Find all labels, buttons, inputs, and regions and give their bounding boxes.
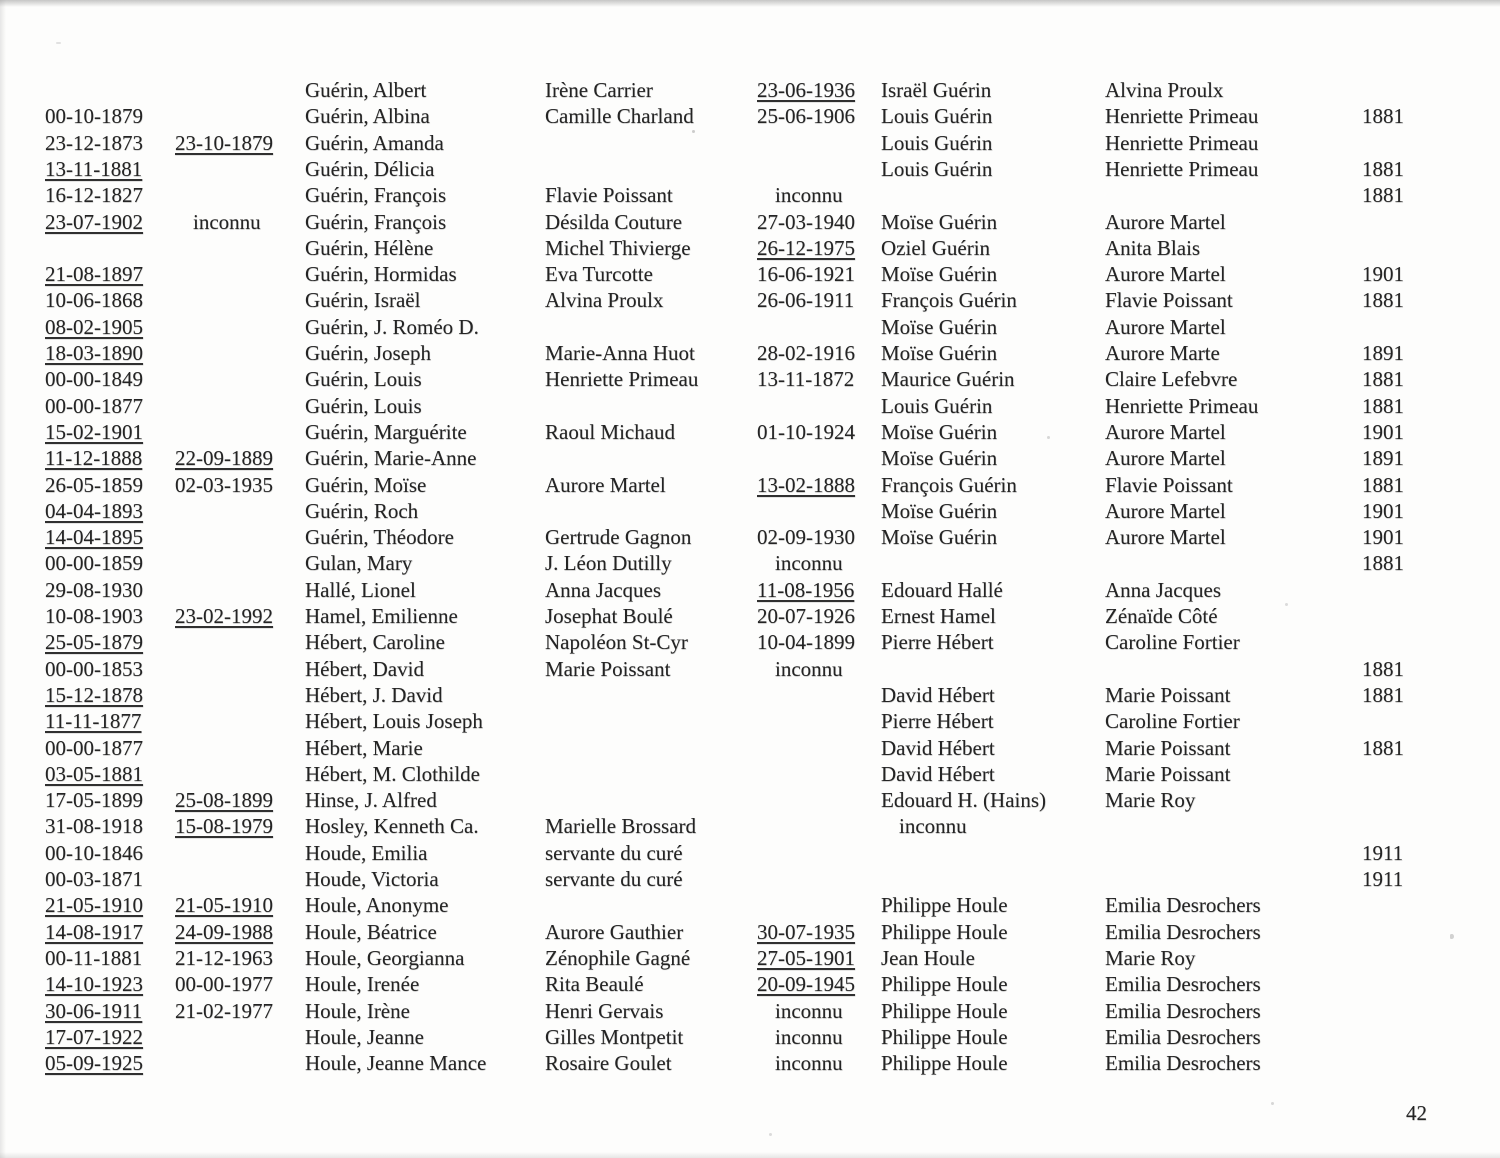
table-row (0, 498, 1500, 525)
father-cell: Moïse Guérin (881, 498, 998, 523)
table-row (0, 550, 1500, 577)
death-date-cell: 15-08-1979 (175, 814, 273, 839)
spouse-cell: Aurore Martel (545, 472, 666, 497)
birth-date-cell: 15-12-1878 (45, 682, 143, 707)
birth-date-cell: 17-07-1922 (45, 1024, 143, 1049)
person-name-cell: Hallé, Lionel (305, 577, 416, 602)
mother-cell: Aurore Martel (1105, 209, 1226, 234)
spouse-cell: Marie-Anna Huot (545, 341, 695, 365)
spouse-cell: Zénophile Gagné (545, 945, 691, 970)
table-row (0, 419, 1500, 446)
birth-date-cell: 23-07-1902 (45, 209, 143, 234)
table-row (0, 735, 1500, 762)
table-row (0, 813, 1500, 840)
table-row (0, 366, 1500, 393)
mother-cell: Aurore Martel (1105, 525, 1226, 550)
mother-cell: Aurore Martel (1105, 419, 1226, 444)
census-year-cell: 1881 (1362, 104, 1404, 129)
death-date-cell: 02-03-1935 (175, 472, 273, 497)
birth-date-cell: 25-05-1879 (45, 630, 143, 655)
person-name-cell: Guérin, Louis (305, 367, 422, 392)
spouse-cell: servante du curé (545, 840, 683, 865)
birth-date-cell: 17-05-1899 (45, 788, 143, 813)
marriage-date-cell: 13-11-1872 (757, 367, 855, 392)
father-cell: Moïse Guérin (881, 341, 998, 365)
person-name-cell: Houle, Anonyme (305, 893, 449, 918)
father-cell: Moïse Guérin (881, 262, 998, 287)
father-cell: Philippe Houle (881, 972, 1008, 997)
death-date-cell: 24-09-1988 (175, 919, 273, 944)
father-cell: David Hébert (881, 735, 995, 760)
birth-date-cell: 04-04-1893 (45, 498, 143, 523)
census-year-cell: 1881 (1362, 183, 1404, 208)
scan-edge-bottom (0, 1152, 1500, 1158)
father-cell: Moïse Guérin (881, 446, 998, 471)
birth-date-cell: 03-05-1881 (45, 761, 143, 786)
birth-date-cell: 14-04-1895 (45, 525, 143, 550)
spouse-cell: Alvina Proulx (545, 288, 664, 313)
father-cell: Ernest Hamel (881, 604, 996, 628)
person-name-cell: Houle, Jeanne Mance (305, 1051, 487, 1076)
birth-date-cell: 10-08-1903 (45, 604, 143, 628)
table-row (0, 577, 1500, 604)
marriage-date-cell: inconnu (775, 183, 843, 208)
table-row (0, 629, 1500, 656)
census-year-cell: 1881 (1362, 682, 1404, 707)
table-row (0, 524, 1500, 551)
death-date-cell: inconnu (193, 209, 261, 234)
marriage-date-cell: 10-04-1899 (757, 630, 855, 655)
mother-cell: Emilia Desrochers (1105, 972, 1261, 997)
mother-cell: Henriette Primeau (1105, 393, 1259, 418)
marriage-date-cell: 26-06-1911 (757, 288, 855, 313)
mother-cell: Marie Roy (1105, 788, 1196, 813)
marriage-date-cell: 26-12-1975 (757, 235, 855, 260)
marriage-date-cell: inconnu (775, 1051, 843, 1076)
death-date-cell: 23-10-1879 (175, 130, 273, 155)
person-name-cell: Guérin, Israël (305, 288, 421, 313)
mother-cell: Marie Poissant (1105, 682, 1231, 707)
father-cell: Louis Guérin (881, 156, 993, 181)
marriage-date-cell: 11-08-1956 (757, 577, 855, 602)
census-year-cell: 1901 (1362, 419, 1404, 444)
person-name-cell: Houle, Irène (305, 998, 410, 1023)
marriage-date-cell: 27-05-1901 (757, 945, 855, 970)
census-year-cell: 1911 (1362, 840, 1404, 865)
marriage-date-cell: 25-06-1906 (757, 104, 855, 129)
marriage-date-cell: 28-02-1916 (757, 341, 855, 365)
birth-date-cell: 00-10-1879 (45, 104, 143, 129)
person-name-cell: Guérin, François (305, 183, 447, 208)
spouse-cell: Irène Carrier (545, 78, 653, 102)
mother-cell: Emilia Desrochers (1105, 893, 1261, 918)
marriage-date-cell: 13-02-1888 (757, 472, 855, 497)
birth-date-cell: 14-10-1923 (45, 972, 143, 997)
census-year-cell: 1881 (1362, 367, 1404, 392)
mother-cell: Zénaïde Côté (1105, 604, 1218, 628)
spouse-cell: Anna Jacques (545, 577, 662, 602)
person-name-cell: Hébert, J. David (305, 682, 443, 707)
person-name-cell: Hébert, David (305, 656, 424, 681)
spouse-cell: Josephat Boulé (545, 604, 673, 628)
mother-cell: Anita Blais (1105, 235, 1201, 260)
mother-cell: Aurore Martel (1105, 446, 1226, 471)
person-name-cell: Hinse, J. Alfred (305, 788, 437, 813)
father-cell: Philippe Houle (881, 893, 1008, 918)
scan-speck (1271, 1102, 1274, 1105)
father-cell: Philippe Houle (881, 919, 1008, 944)
table-row (0, 472, 1500, 499)
census-year-cell: 1881 (1362, 288, 1404, 313)
spouse-cell: Marie Poissant (545, 656, 671, 681)
mother-cell: Anna Jacques (1105, 577, 1222, 602)
table-row (0, 287, 1500, 314)
person-name-cell: Guérin, Louis (305, 393, 422, 418)
birth-date-cell: 10-06-1868 (45, 288, 143, 313)
census-year-cell: 1891 (1362, 341, 1404, 365)
marriage-date-cell: inconnu (775, 998, 843, 1023)
birth-date-cell: 21-05-1910 (45, 893, 143, 918)
census-year-cell: 1881 (1362, 156, 1404, 181)
person-name-cell: Guérin, J. Roméo D. (305, 314, 479, 339)
marriage-date-cell: 01-10-1924 (757, 419, 855, 444)
birth-date-cell: 00-03-1871 (45, 867, 143, 891)
table-row (0, 840, 1500, 867)
father-cell: François Guérin (881, 472, 1017, 497)
marriage-date-cell: inconnu (775, 656, 843, 681)
spouse-cell: Henri Gervais (545, 998, 664, 1023)
person-name-cell: Guérin, Hormidas (305, 262, 457, 287)
father-cell: Pierre Hébert (881, 709, 994, 734)
birth-date-cell: 16-12-1827 (45, 183, 143, 208)
person-name-cell: Guérin, Marie-Anne (305, 446, 477, 471)
birth-date-cell: 13-11-1881 (45, 156, 143, 181)
marriage-date-cell: inconnu (775, 1024, 843, 1049)
birth-date-cell: 14-08-1917 (45, 919, 143, 944)
spouse-cell: Raoul Michaud (545, 419, 676, 444)
table-row (0, 445, 1500, 472)
census-year-cell: 1881 (1362, 472, 1404, 497)
mother-cell: Aurore Martel (1105, 314, 1226, 339)
table-row (0, 393, 1500, 420)
person-name-cell: Guérin, Théodore (305, 525, 454, 550)
birth-date-cell: 11-11-1877 (45, 709, 142, 734)
mother-cell: Henriette Primeau (1105, 104, 1259, 129)
person-name-cell: Houde, Victoria (305, 867, 439, 891)
spouse-cell: Eva Turcotte (545, 262, 653, 287)
table-row (0, 787, 1500, 814)
birth-date-cell: 00-00-1877 (45, 393, 143, 418)
spouse-cell: Camille Charland (545, 104, 694, 129)
father-cell: Louis Guérin (881, 130, 993, 155)
birth-date-cell: 00-11-1881 (45, 945, 143, 970)
table-row (0, 130, 1500, 157)
mother-cell: Alvina Proulx (1105, 78, 1224, 102)
father-cell: Oziel Guérin (881, 235, 991, 260)
person-name-cell: Houle, Irenée (305, 972, 420, 997)
spouse-cell: Rosaire Goulet (545, 1051, 672, 1076)
father-cell: Pierre Hébert (881, 630, 994, 655)
birth-date-cell: 29-08-1930 (45, 577, 143, 602)
mother-cell: Aurore Marte (1105, 341, 1220, 365)
census-year-cell: 1901 (1362, 525, 1404, 550)
person-name-cell: Guérin, Délicia (305, 156, 435, 181)
table-row (0, 708, 1500, 735)
person-name-cell: Guérin, Joseph (305, 341, 431, 365)
father-cell: Jean Houle (881, 945, 975, 970)
father-cell: Louis Guérin (881, 104, 993, 129)
death-date-cell: 23-02-1992 (175, 604, 273, 628)
census-year-cell: 1881 (1362, 393, 1404, 418)
marriage-date-cell: 20-09-1945 (757, 972, 855, 997)
birth-date-cell: 30-06-1911 (45, 998, 143, 1023)
mother-cell: Emilia Desrochers (1105, 998, 1261, 1023)
birth-date-cell: 00-00-1877 (45, 735, 143, 760)
person-name-cell: Guérin, Albina (305, 104, 430, 129)
mother-cell: Claire Lefebvre (1105, 367, 1238, 392)
table-row (0, 209, 1500, 236)
mother-cell: Marie Poissant (1105, 761, 1231, 786)
table-row (0, 998, 1500, 1025)
table-row (0, 261, 1500, 288)
person-name-cell: Guérin, Amanda (305, 130, 444, 155)
person-name-cell: Hébert, Caroline (305, 630, 445, 655)
census-year-cell: 1881 (1362, 735, 1404, 760)
person-name-cell: Hamel, Emilienne (305, 604, 458, 628)
person-name-cell: Hébert, Louis Joseph (305, 709, 483, 734)
person-name-cell: Guérin, François (305, 209, 447, 234)
mother-cell: Flavie Poissant (1105, 472, 1233, 497)
father-cell: Edouard H. (Hains) (881, 788, 1047, 813)
marriage-date-cell: 16-06-1921 (757, 262, 855, 287)
person-name-cell: Houle, Béatrice (305, 919, 437, 944)
death-date-cell: 00-00-1977 (175, 972, 273, 997)
person-name-cell: Guérin, Hélène (305, 235, 434, 260)
census-year-cell: 1881 (1362, 656, 1404, 681)
table-row (0, 682, 1500, 709)
table-row (0, 656, 1500, 683)
marriage-date-cell: inconnu (775, 551, 843, 576)
person-name-cell: Guérin, Marguérite (305, 419, 467, 444)
father-cell: Israël Guérin (881, 78, 992, 102)
spouse-cell: Désilda Couture (545, 209, 683, 234)
mother-cell: Aurore Martel (1105, 498, 1226, 523)
person-name-cell: Gulan, Mary (305, 551, 413, 576)
scan-speck (769, 1133, 772, 1136)
spouse-cell: Napoléon St-Cyr (545, 630, 688, 655)
table-row (0, 866, 1500, 893)
marriage-date-cell: 02-09-1930 (757, 525, 855, 550)
father-cell: Philippe Houle (881, 1024, 1008, 1049)
census-year-cell: 1911 (1362, 867, 1404, 891)
spouse-cell: servante du curé (545, 867, 683, 891)
person-name-cell: Hosley, Kenneth Ca. (305, 814, 479, 839)
mother-cell: Marie Roy (1105, 945, 1196, 970)
person-name-cell: Houle, Jeanne (305, 1024, 424, 1049)
person-name-cell: Houle, Georgianna (305, 945, 465, 970)
spouse-cell: Gilles Montpetit (545, 1024, 684, 1049)
birth-date-cell: 00-00-1853 (45, 656, 143, 681)
father-cell: Moïse Guérin (881, 209, 998, 234)
scan-speck (56, 42, 61, 44)
birth-date-cell: 00-10-1846 (45, 840, 143, 865)
birth-date-cell: 05-09-1925 (45, 1051, 143, 1076)
census-year-cell: 1901 (1362, 262, 1404, 287)
mother-cell: Aurore Martel (1105, 262, 1226, 287)
marriage-date-cell: 30-07-1935 (757, 919, 855, 944)
person-name-cell: Guérin, Roch (305, 498, 419, 523)
father-cell: Maurice Guérin (881, 367, 1015, 392)
mother-cell: Marie Poissant (1105, 735, 1231, 760)
table-row (0, 945, 1500, 972)
death-date-cell: 21-12-1963 (175, 945, 273, 970)
spouse-cell: J. Léon Dutilly (545, 551, 672, 576)
census-year-cell: 1881 (1362, 551, 1404, 576)
census-year-cell: 1891 (1362, 446, 1404, 471)
father-cell: inconnu (899, 814, 967, 839)
death-date-cell: 25-08-1899 (175, 788, 273, 813)
marriage-date-cell: 20-07-1926 (757, 604, 855, 628)
birth-date-cell: 08-02-1905 (45, 314, 143, 339)
table-row (0, 314, 1500, 341)
birth-date-cell: 15-02-1901 (45, 419, 143, 444)
birth-date-cell: 11-12-1888 (45, 446, 143, 471)
table-row (0, 1050, 1500, 1077)
table-row (0, 77, 1500, 104)
marriage-date-cell: 23-06-1936 (757, 78, 855, 102)
table-row (0, 103, 1500, 130)
person-name-cell: Guérin, Moïse (305, 472, 427, 497)
father-cell: François Guérin (881, 288, 1017, 313)
spouse-cell: Aurore Gauthier (545, 919, 684, 944)
scan-edge-top (0, 0, 1500, 7)
mother-cell: Emilia Desrochers (1105, 1051, 1261, 1076)
person-name-cell: Guérin, Albert (305, 78, 427, 102)
father-cell: Moïse Guérin (881, 525, 998, 550)
table-row (0, 1024, 1500, 1051)
birth-date-cell: 21-08-1897 (45, 262, 143, 287)
mother-cell: Flavie Poissant (1105, 288, 1233, 313)
census-year-cell: 1901 (1362, 498, 1404, 523)
mother-cell: Emilia Desrochers (1105, 919, 1261, 944)
spouse-cell: Flavie Poissant (545, 183, 673, 208)
table-row (0, 919, 1500, 946)
mother-cell: Caroline Fortier (1105, 630, 1240, 655)
table-row (0, 182, 1500, 209)
birth-date-cell: 26-05-1859 (45, 472, 143, 497)
death-date-cell: 21-05-1910 (175, 893, 273, 918)
mother-cell: Caroline Fortier (1105, 709, 1240, 734)
spouse-cell: Henriette Primeau (545, 367, 699, 392)
table-row (0, 235, 1500, 262)
table-row (0, 156, 1500, 183)
mother-cell: Henriette Primeau (1105, 156, 1259, 181)
person-name-cell: Hébert, Marie (305, 735, 423, 760)
marriage-date-cell: 27-03-1940 (757, 209, 855, 234)
mother-cell: Emilia Desrochers (1105, 1024, 1261, 1049)
table-row (0, 761, 1500, 788)
father-cell: Moïse Guérin (881, 419, 998, 444)
table-row (0, 603, 1500, 630)
father-cell: Louis Guérin (881, 393, 993, 418)
person-name-cell: Houde, Emilia (305, 840, 428, 865)
father-cell: David Hébert (881, 761, 995, 786)
mother-cell: Henriette Primeau (1105, 130, 1259, 155)
person-name-cell: Hébert, M. Clothilde (305, 761, 480, 786)
death-date-cell: 22-09-1889 (175, 446, 273, 471)
father-cell: Philippe Houle (881, 1051, 1008, 1076)
birth-date-cell: 00-00-1849 (45, 367, 143, 392)
death-date-cell: 21-02-1977 (175, 998, 273, 1023)
table-row (0, 340, 1500, 367)
spouse-cell: Marielle Brossard (545, 814, 697, 839)
birth-date-cell: 00-00-1859 (45, 551, 143, 576)
father-cell: Edouard Hallé (881, 577, 1003, 602)
birth-date-cell: 31-08-1918 (45, 814, 143, 839)
page-number: 42 (1406, 1101, 1427, 1125)
father-cell: Moïse Guérin (881, 314, 998, 339)
spouse-cell: Rita Beaulé (545, 972, 644, 997)
father-cell: Philippe Houle (881, 998, 1008, 1023)
table-row (0, 971, 1500, 998)
spouse-cell: Michel Thivierge (545, 235, 691, 260)
father-cell: David Hébert (881, 682, 995, 707)
birth-date-cell: 23-12-1873 (45, 130, 143, 155)
spouse-cell: Gertrude Gagnon (545, 525, 692, 550)
table-row (0, 892, 1500, 919)
birth-date-cell: 18-03-1890 (45, 341, 143, 365)
